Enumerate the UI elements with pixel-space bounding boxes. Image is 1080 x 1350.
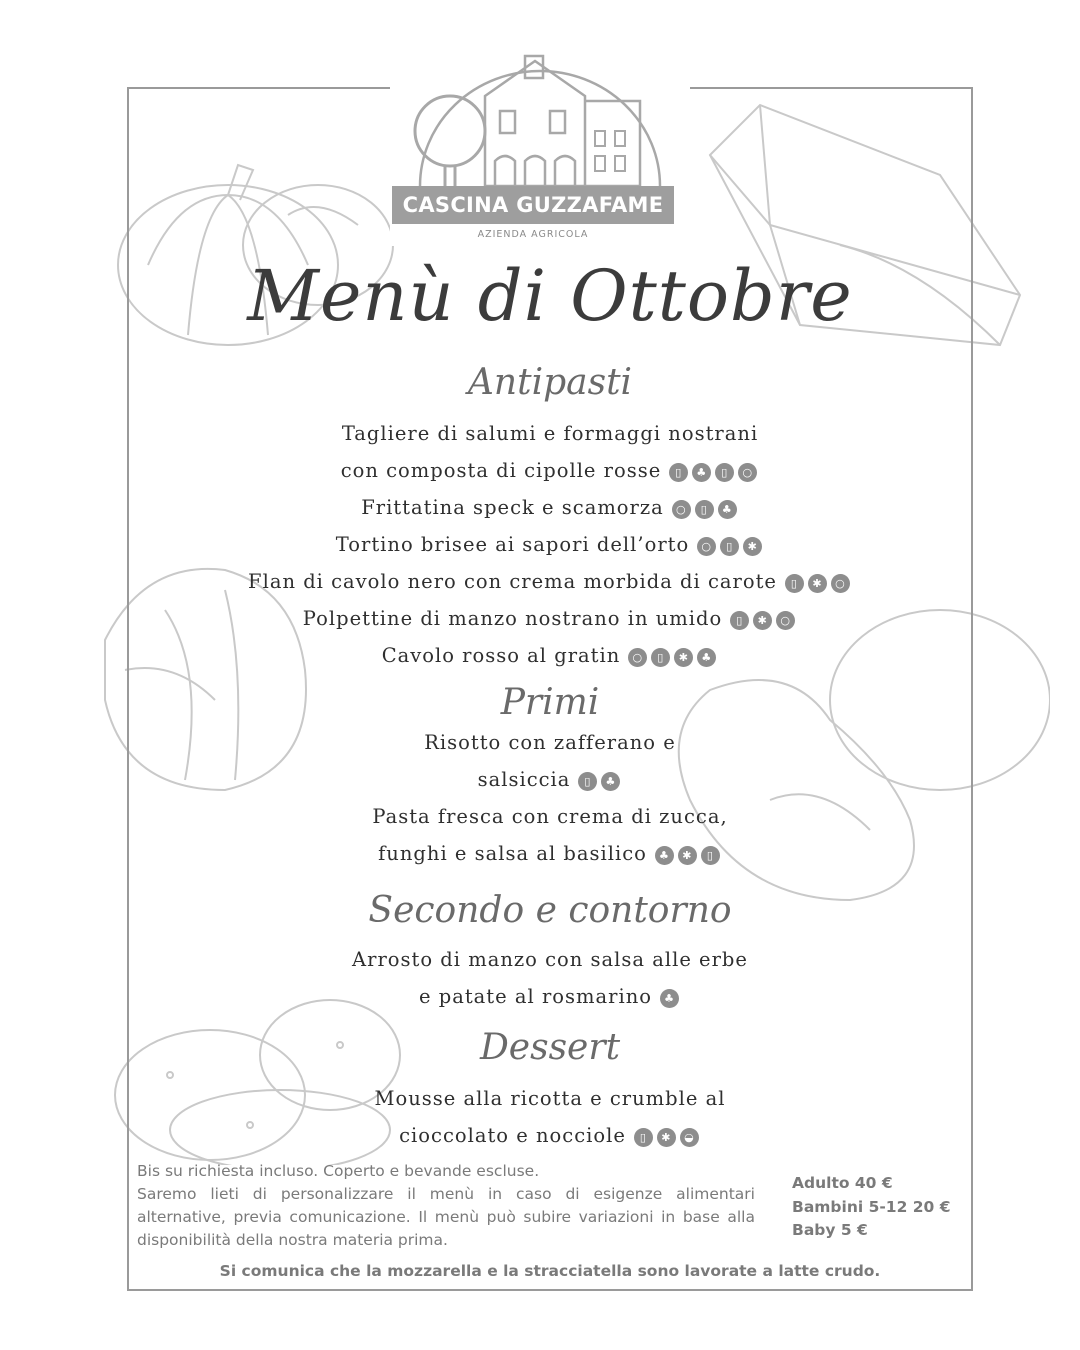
milk-icon: ▯ (578, 772, 597, 791)
milk-icon: ▯ (651, 648, 670, 667)
wheat-icon: ✱ (678, 846, 697, 865)
note-paragraph: Saremo lieti di personalizzare il menù in caso di esigenze alimentari alternative, previa comunicazione. Il menù può subire variazioni in base alla disponibilità della nostra materia prima. (137, 1185, 755, 1249)
menu-item: Flan di cavolo nero con crema morbida di carote ▯ ✱ ○ (127, 570, 973, 594)
price-adult: Adulto 40 € (792, 1174, 893, 1192)
milk-icon: ▯ (634, 1128, 653, 1147)
brand-subtitle: AZIENDA AGRICOLA (477, 229, 589, 240)
milk-icon: ▯ (669, 463, 688, 482)
wheat-icon: ✱ (743, 537, 762, 556)
milk-icon: ▯ (701, 846, 720, 865)
raw-milk-notice: Si comunica che la mozzarella e la stracciatella sono lavorate a latte crudo. (219, 1262, 881, 1280)
egg-icon: ○ (697, 537, 716, 556)
menu-item: Risotto con zafferano e (424, 731, 676, 754)
celery-icon: ♣ (601, 772, 620, 791)
wheat-icon: ✱ (808, 574, 827, 593)
milk-icon: ▯ (785, 574, 804, 593)
section-heading-primi: Primi (500, 682, 600, 723)
menu-title: Menù di Ottobre (247, 255, 853, 337)
wheat-icon: ✱ (657, 1128, 676, 1147)
menu-item: Mousse alla ricotta e crumble al (374, 1087, 726, 1110)
section-heading-antipasti: Antipasti (467, 362, 633, 403)
brand-name: CASCINA GUZZAFAME (392, 186, 674, 224)
menu-item: Tagliere di salumi e formaggi nostrani (341, 422, 759, 445)
price-list (792, 1172, 951, 1243)
menu-notes (137, 1160, 755, 1252)
menu-item: Pasta fresca con crema di zucca, (372, 805, 728, 828)
menu-item: cioccolato e nocciole ▯ ✱ ◒ (127, 1124, 973, 1148)
menu-item: Polpettine di manzo nostrano in umido ▯ ✱ ○ (127, 607, 973, 631)
menu-item: Tortino brisee ai sapori dell’orto ○ ▯ ✱ (127, 533, 973, 557)
price-baby: Baby 5 € (792, 1221, 868, 1239)
milk-icon: ▯ (730, 611, 749, 630)
milk-icon: ▯ (695, 500, 714, 519)
menu-item: e patate al rosmarino ♣ (127, 985, 973, 1009)
menu-item: Cavolo rosso al gratin ○ ▯ ✱ ♣ (127, 644, 973, 668)
celery-icon: ♣ (692, 463, 711, 482)
menu-item: salsiccia ▯ ♣ (127, 768, 973, 792)
celery-icon: ♣ (655, 846, 674, 865)
note-line: Bis su richiesta incluso. Coperto e bevande escluse. (137, 1162, 540, 1180)
menu-item: funghi e salsa al basilico ♣ ✱ ▯ (127, 842, 973, 866)
section-heading-dessert: Dessert (479, 1027, 621, 1068)
milk-icon: ▯ (720, 537, 739, 556)
menu-item: Arrosto di manzo con salsa alle erbe (352, 948, 748, 971)
egg-icon: ○ (738, 463, 757, 482)
menu-item: con composta di cipolle rosse ▯ ♣ ▯ ○ (127, 459, 973, 483)
price-children: Bambini 5-12 20 € (792, 1197, 951, 1216)
section-heading-secondo: Secondo e contorno (368, 890, 732, 931)
menu-item: Frittatina speck e scamorza ○ ▯ ♣ (127, 496, 973, 520)
egg-icon: ○ (776, 611, 795, 630)
egg-icon: ○ (831, 574, 850, 593)
wheat-icon: ✱ (674, 648, 693, 667)
celery-icon: ♣ (660, 989, 679, 1008)
egg-icon: ○ (628, 648, 647, 667)
wheat-icon: ✱ (753, 611, 772, 630)
celery-icon: ♣ (718, 500, 737, 519)
celery-icon: ♣ (697, 648, 716, 667)
nuts-icon: ◒ (680, 1128, 699, 1147)
milk-icon: ▯ (715, 463, 734, 482)
egg-icon: ○ (672, 500, 691, 519)
